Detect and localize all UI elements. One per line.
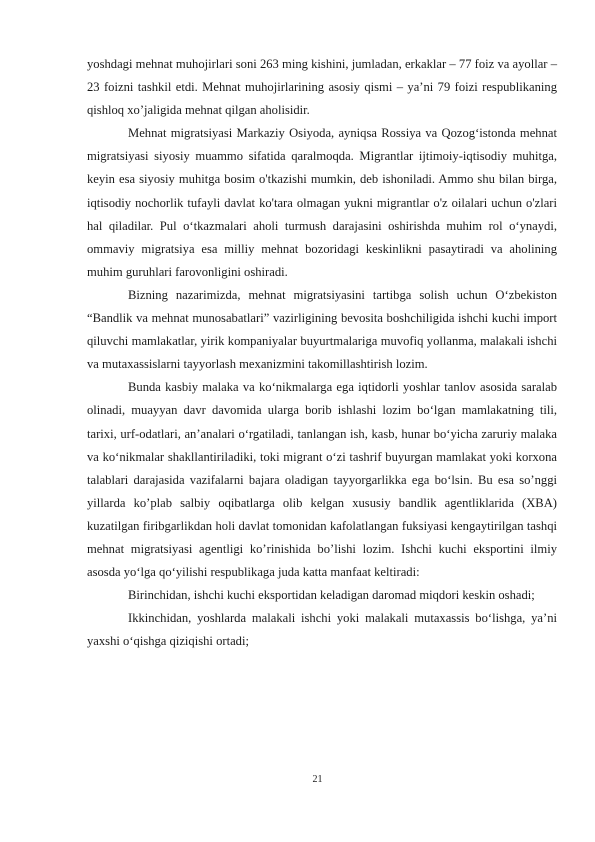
document-body — [87, 53, 557, 653]
paragraph-2: Mehnat migratsiyasi Markaziy Osiyoda, ayniqsa Rossiya va Qozog‘istonda mehnat migratsiyasi siyosiy muammo sifatida qaralmoqda. Migrantlar ijtimoiy-iqtisodiy muhitga, keyin esa siyosiy muhitga bosim o'tkazishi mumkin, deb ishoniladi. Ammo shu bilan birga, iqtisodiy nochorlik tufayli davlat ko'tara olmagan yukni migrantlar o'z oilalari uchun o'zlari hal qiladilar. Pul o‘tkazmalari aholi turmush darajasini oshirishda muhim rol o‘ynaydi, ommaviy migratsiya esa milliy mehnat bozoridagi keskinlikni pasaytiradi va aholining muhim guruhlari farovonligini oshiradi. — [87, 126, 557, 279]
paragraph-6: Ikkinchidan, yoshlarda malakali ishchi yoki malakali mutaxassis bo‘lishga, ya’ni yaxshi o‘qishga qiziqishi ortadi; — [87, 611, 557, 649]
paragraph-3: Bizning nazarimizda, mehnat migratsiyasini tartibga solish uchun O‘zbekiston “Bandlik va mehnat munosabatlari” vazirligining bevosita boshchiligida ishchi kuchi import qiluvchi mamlakatlar, yirik kompaniyalar buyurtmalariga muvofiq yollanma, malakali ishchi va mutaxassislarni tayyorlash mexanizmini takomillashtirish lozim. — [87, 287, 557, 372]
paragraph-5: Birinchidan, ishchi kuchi eksportidan keladigan daromad miqdori keskin oshadi; — [128, 588, 535, 603]
page-number: 21 — [312, 774, 323, 785]
paragraph-4: Bunda kasbiy malaka va ko‘nikmalarga ega iqtidorli yoshlar tanlov asosida saralab olinadi, muayyan davr davomida ularga borib ishlashi lozim bo‘lgan mamlakatning tili, tarixi, urf-odatlari, an’analari o‘rgatiladi, tanlangan ish, kasb, hunar bo‘yicha zaruriy malaka va ko‘nikmalar shakllantiriladiki, toki migrant o‘zi tashrif buyurgan mamlakat yoki korxona talablari darajasida vazifalarni bajara oladigan tayyorgarlikka ega bo‘lsin. Bu esa so’nggi yillarda ko’plab salbiy oqibatlarga olib kelgan xususiy bandlik agentliklarida (XBA) kuzatilgan firibgarlikdan holi davlat tomonidan kafolatlangan fuksiyasi kengaytirilgan tashqi mehnat migratsiyasi agentligi ko’rinishida bo’lishi lozim. Ishchi kuchi eksportini ilmiy asosda yo‘lga qo‘yilishi respublikaga juda katta manfaat keltiradi: — [87, 380, 557, 580]
paragraph-1: yoshdagi mehnat muhojirlari soni 263 ming kishini, jumladan, erkaklar – 77 foiz va ayollar – 23 foizni tashkil etdi. Mehnat muhojirlarining asosiy qismi – ya’ni 79 foizi respublikaning qishloq xo’jaligida mehnat qilgan aholisidir. — [87, 57, 557, 118]
